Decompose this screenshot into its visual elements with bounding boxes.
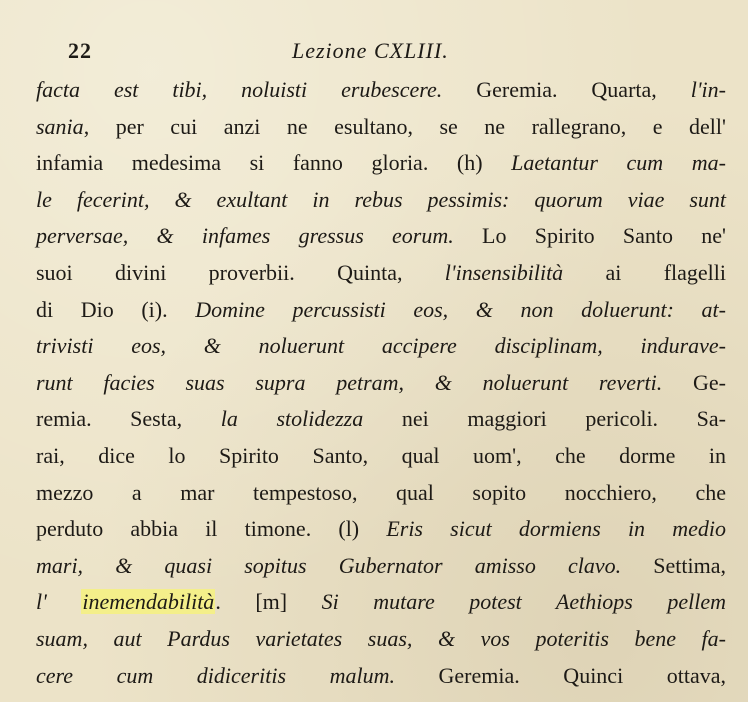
text-segment: , per cui anzi ne esultano, se ne rallegrano, e dell' [83,113,726,139]
text-line [36,328,726,365]
highlighted-text: inemendabilità [82,589,215,615]
italic-text: sania [36,113,84,139]
text-segment: perduto abbia il timone. (l) [36,516,387,542]
page-number: 22 [68,38,92,63]
text-segment: Ge- [662,369,726,395]
text-segment: Geremia. Quinci ottava, [394,662,726,688]
text-line [36,401,726,438]
text-segment: di Dio (i). [36,296,196,322]
text-line [36,255,726,292]
text-line [36,218,726,255]
text-segment: ai flagelli [563,259,726,285]
italic-text: l' [36,589,82,615]
italic-text: suam, aut Pardus varietates suas, & vos poteritis bene fa- [36,625,726,651]
italic-text: perversae, & infames gressus eorum. [36,223,454,249]
italic-text: Si mutare potest Aethiops pellem [321,589,727,615]
text-line [36,658,726,695]
text-segment: Settima, [621,552,726,578]
italic-text: l'insensibilità [444,259,564,285]
text-line [36,182,726,219]
text-segment: mezzo a mar tempestoso, qual sopito nocchiero, che [36,479,726,505]
italic-text: mari, & quasi sopitus Gubernator amisso clavo. [36,552,622,578]
italic-text: Laetantur cum ma- [511,150,726,176]
text-segment: Geremia. Quarta, [442,77,691,102]
page-header [68,38,708,68]
text-line [36,365,726,402]
italic-text: cere cum didiceritis malum. [36,662,395,688]
text-segment: nei maggiori pericoli. Sa- [363,406,726,432]
text-line [36,511,726,548]
text-segment: . [m] [215,589,322,615]
text-line [36,475,726,512]
italic-text: trivisti eos, & noluerunt accipere disciplinam, indurave- [36,333,726,359]
italic-text: facta est tibi, noluisti erubescere. [36,77,443,102]
text-line [36,109,726,146]
text-segment: infamia medesima si fanno gloria. (h) [36,150,512,176]
body-text [36,72,726,694]
text-line [36,548,726,585]
text-line [36,145,726,182]
italic-text: Domine percussisti eos, & non doluerunt: at- [195,296,726,322]
text-segment: rai, dice lo Spirito Santo, qual uom', che dorme in [36,442,726,468]
italic-text: l'in- [690,77,726,102]
text-line [36,292,726,329]
text-line [36,72,726,109]
text-line [36,438,726,475]
italic-text: runt facies suas supra petram, & noluerunt reverti. [36,369,663,395]
text-segment: suoi divini proverbii. Quinta, [36,259,445,285]
italic-text: Eris sicut dormiens in medio [386,516,726,542]
text-segment: Lo Spirito Santo ne' [453,223,726,249]
text-line [36,584,726,621]
italic-text: la stolidezza [220,406,364,432]
italic-text: le fecerint, & exultant in rebus pessimis: quorum viae sunt [36,186,726,212]
running-title: Lezione CXLIII. [292,38,449,63]
text-line [36,621,726,658]
text-segment: remia. Sesta, [36,406,221,432]
